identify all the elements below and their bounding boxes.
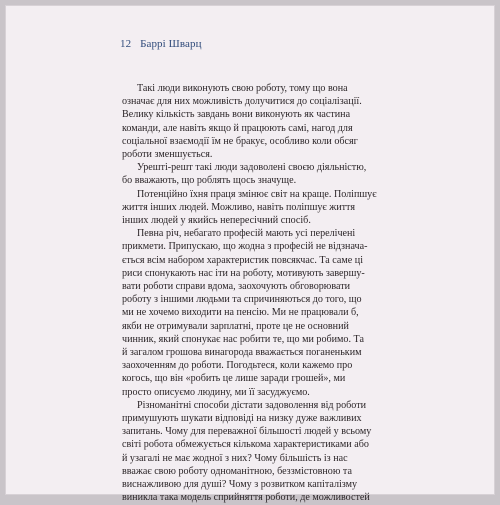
book-page (6, 6, 494, 504)
text-line: ми не хочемо виходити на пенсію. Ми не працювали б, (122, 307, 359, 319)
text-line: ється всім набором характеристик повсякчас. Та саме ці (122, 254, 363, 266)
text-line: бо вважають, що роблять щось значуще. (122, 175, 297, 187)
author-name: Баррі Шварц (140, 38, 202, 50)
text-line: виснажливою для душі? Чому з розвитком капіталізму (122, 479, 358, 491)
text-line: й узагалі не має жодної з них? Чому більшість із нас (122, 452, 348, 464)
body-text (122, 82, 384, 505)
text-line: світі робота обмежується кількома характеристиками або (122, 439, 369, 451)
text-line: Велику кількість завдань вони виконують як частина (122, 109, 351, 121)
text-line: якби не отримували зарплатні, проте це не основний (122, 320, 349, 332)
text-line: життя інших людей. Можливо, навіть поліпшує життя (122, 201, 355, 213)
text-line: вважає свою роботу одноманітною, беззмістовною та (122, 465, 352, 477)
text-line: заохоченням до роботи. Погодьтеся, коли кажемо про (122, 360, 353, 372)
text-line: Потенційно їхня праця змінює світ на краще. Поліпшує (137, 188, 377, 200)
text-line: Урешті-решт такі люди задоволені своєю діяльністю, (137, 162, 367, 174)
text-line: чинник, який спонукає нас робити те, що ми робимо. Та (122, 333, 364, 345)
text-line: прикмети. Припускаю, що жодна з професій не відзнача- (122, 241, 368, 253)
text-line: команди, але навіть якщо й працюють самі, нагод для (122, 122, 353, 134)
text-line: когось, що він «робить це лише заради грошей», ми (122, 373, 346, 385)
text-line: Різноманітні способи дістати задоволення від роботи (137, 399, 367, 411)
text-line: вати роботи справи вдома, заохочують обговорювати (122, 281, 351, 293)
text-line: примушують шукати відповіді на низку дуже важливих (122, 413, 362, 425)
page-number: 12 (120, 38, 132, 50)
text-line: просто описуємо людину, ми її засуджуємо. (122, 386, 310, 398)
text-line: запитань. Чому для переважної більшості людей у всьому (122, 426, 372, 438)
running-header (120, 38, 202, 50)
text-line: роботи зменшується. (122, 149, 213, 161)
text-line: означає для них можливість долучитися до соціалізації. (122, 96, 362, 108)
text-line: інших людей у якийсь непересічний спосіб. (122, 215, 311, 227)
text-line: й загалом грошова винагорода вважається поганеньким (122, 347, 362, 359)
text-line: риси спонукають нас іти на роботу, мотивують завершу- (122, 267, 365, 279)
text-line: Такі люди виконують свою роботу, тому що вона (137, 83, 348, 94)
text-line: виникла така модель сприйняття роботи, де можливостей (122, 492, 370, 504)
text-line: Певна річ, небагато професій мають усі перелічені (137, 228, 356, 240)
text-line: роботу з іншими людьми та спричиняються до того, що (122, 294, 362, 306)
text-line: соціальної взаємодії їм не бракує, особливо коли обсяг (122, 135, 358, 147)
